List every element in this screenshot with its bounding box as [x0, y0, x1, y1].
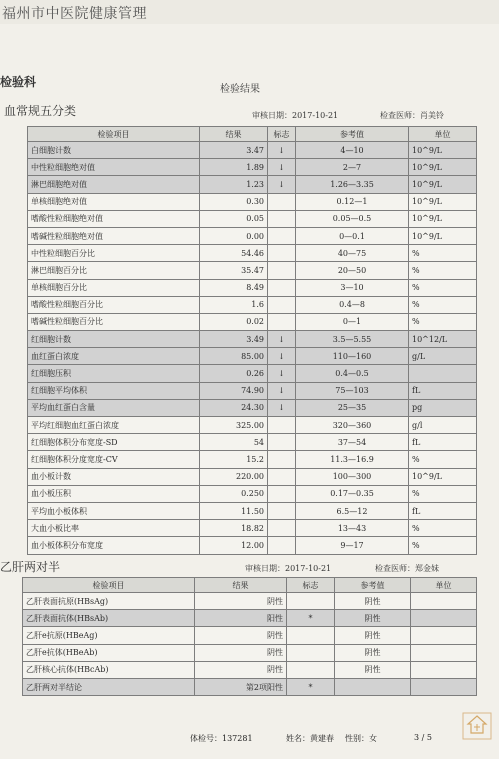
cell-item: 红细胞平均体积 — [28, 382, 200, 399]
cell-flag — [268, 451, 296, 468]
cell-unit: 10^9/L — [409, 210, 477, 227]
cell-reference: 0.4—0.5 — [296, 365, 409, 382]
cell-reference: 13—43 — [296, 520, 409, 537]
cell-reference: 320—360 — [296, 417, 409, 434]
cell-item: 中性粒细胞绝对值 — [28, 159, 200, 176]
cell-result: 35.47 — [200, 262, 268, 279]
cell-item: 乙肝e抗原(HBeAg) — [23, 627, 195, 644]
cell-result: 18.82 — [200, 520, 268, 537]
cell-unit — [409, 365, 477, 382]
cell-result: 11.50 — [200, 502, 268, 519]
cell-reference: 75—103 — [296, 382, 409, 399]
cell-reference: 3.5—5.55 — [296, 331, 409, 348]
cell-item: 淋巴细胞绝对值 — [28, 176, 200, 193]
cell-result: 第2项阳性 — [195, 678, 287, 695]
cell-result: 74.90 — [200, 382, 268, 399]
cell-flag: ↓ — [268, 399, 296, 416]
cell-unit: fL — [409, 382, 477, 399]
table-row — [28, 417, 477, 434]
cell-item: 嗜酸性粒细胞绝对值 — [28, 210, 200, 227]
table-row — [28, 262, 477, 279]
cell-result: 12.00 — [200, 537, 268, 554]
cell-unit: % — [409, 537, 477, 554]
cell-reference: 阴性 — [335, 644, 411, 661]
table-row — [28, 399, 477, 416]
col-header-reference: 参考值 — [335, 578, 411, 593]
cell-item: 单核细胞百分比 — [28, 279, 200, 296]
cell-unit: g/L — [409, 348, 477, 365]
cell-item: 淋巴细胞百分比 — [28, 262, 200, 279]
col-header-item: 检验项目 — [28, 127, 200, 142]
patient-gender: 性别：女 — [345, 734, 377, 743]
department-label: 检验科 — [0, 75, 37, 89]
cell-unit: % — [409, 279, 477, 296]
cell-unit: % — [409, 296, 477, 313]
cell-unit: 10^9/L — [409, 142, 477, 159]
cell-unit: % — [409, 520, 477, 537]
table-row — [28, 296, 477, 313]
cell-reference: 37—54 — [296, 434, 409, 451]
cell-flag: ↓ — [268, 331, 296, 348]
cell-item: 嗜酸性粒细胞百分比 — [28, 296, 200, 313]
cbc-doctor: 检查医师：肖美铃 — [380, 111, 444, 120]
cell-flag — [268, 502, 296, 519]
cell-item: 血小板体积分布宽度 — [28, 537, 200, 554]
col-header-unit: 单位 — [411, 578, 477, 593]
cell-item: 平均血小板体积 — [28, 502, 200, 519]
cell-item: 嗜碱性粒细胞百分比 — [28, 313, 200, 330]
cell-flag: * — [287, 610, 335, 627]
cell-result: 阳性 — [195, 610, 287, 627]
table-row — [28, 313, 477, 330]
cell-reference: 0.4—8 — [296, 296, 409, 313]
table-row — [28, 159, 477, 176]
cell-result: 85.00 — [200, 348, 268, 365]
cell-reference: 6.5—12 — [296, 502, 409, 519]
table-row — [28, 227, 477, 244]
cbc-section-title: 血常规五分类 — [4, 104, 77, 118]
cell-flag — [268, 485, 296, 502]
cell-unit — [411, 610, 477, 627]
table-row — [28, 468, 477, 485]
cell-reference: 阴性 — [335, 627, 411, 644]
cell-reference: 110—160 — [296, 348, 409, 365]
table-row — [28, 176, 477, 193]
cell-flag — [268, 279, 296, 296]
cell-result: 220.00 — [200, 468, 268, 485]
cell-result: 0.26 — [200, 365, 268, 382]
cell-reference: 11.3—16.9 — [296, 451, 409, 468]
cbc-review-date: 审核日期：2017-10-21 — [252, 111, 339, 120]
table-row — [28, 502, 477, 519]
table-row — [28, 520, 477, 537]
cell-result: 0.00 — [200, 227, 268, 244]
cell-flag — [268, 296, 296, 313]
cell-result: 1.23 — [200, 176, 268, 193]
cell-flag: ↓ — [268, 142, 296, 159]
cell-item: 乙肝表面抗体(HBsAb) — [23, 610, 195, 627]
hospital-title: 福州市中医院健康管理 — [2, 6, 147, 22]
cell-result: 1.6 — [200, 296, 268, 313]
cell-flag — [268, 227, 296, 244]
cell-flag: ↓ — [268, 365, 296, 382]
cell-result: 8.49 — [200, 279, 268, 296]
cell-unit: 10^9/L — [409, 193, 477, 210]
cell-unit: % — [409, 245, 477, 262]
table-row — [23, 593, 477, 610]
table-row — [28, 451, 477, 468]
table-header-row — [28, 127, 477, 142]
cell-flag — [287, 627, 335, 644]
cell-reference: 4—10 — [296, 142, 409, 159]
cell-result: 阴性 — [195, 627, 287, 644]
cell-result: 54 — [200, 434, 268, 451]
cell-result: 325.00 — [200, 417, 268, 434]
cell-reference: 0—1 — [296, 313, 409, 330]
hbv-results-table — [22, 577, 477, 696]
cell-flag — [268, 520, 296, 537]
cell-result: 阴性 — [195, 593, 287, 610]
table-row — [28, 365, 477, 382]
cell-flag — [268, 468, 296, 485]
cell-flag — [268, 210, 296, 227]
cell-result: 1.89 — [200, 159, 268, 176]
table-row — [23, 627, 477, 644]
cell-result: 24.30 — [200, 399, 268, 416]
cell-flag — [268, 193, 296, 210]
cell-result: 0.05 — [200, 210, 268, 227]
cell-result: 54.46 — [200, 245, 268, 262]
cell-item: 单核细胞绝对值 — [28, 193, 200, 210]
hbv-doctor: 检查医师：郑金妹 — [375, 564, 439, 573]
cell-unit: 10^9/L — [409, 159, 477, 176]
cell-item: 血小板压积 — [28, 485, 200, 502]
cbc-results-table — [27, 126, 477, 555]
cell-item: 红细胞体积分布宽度-SD — [28, 434, 200, 451]
table-row — [28, 193, 477, 210]
table-row — [28, 382, 477, 399]
hospital-logo-icon — [462, 712, 492, 740]
cell-reference: 100—300 — [296, 468, 409, 485]
cell-flag — [268, 537, 296, 554]
cell-flag — [268, 262, 296, 279]
cell-unit — [411, 627, 477, 644]
cell-item: 血小板计数 — [28, 468, 200, 485]
cell-unit: 10^9/L — [409, 468, 477, 485]
cell-flag — [287, 593, 335, 610]
cell-item: 大血小板比率 — [28, 520, 200, 537]
cell-flag: ↓ — [268, 348, 296, 365]
cell-unit — [411, 661, 477, 678]
cell-flag — [268, 417, 296, 434]
table-row — [28, 279, 477, 296]
cell-item: 白细胞计数 — [28, 142, 200, 159]
col-header-unit: 单位 — [409, 127, 477, 142]
table-row — [28, 142, 477, 159]
table-row — [28, 331, 477, 348]
cell-item: 红细胞体积分度宽度-CV — [28, 451, 200, 468]
cell-flag: ↓ — [268, 176, 296, 193]
cell-item: 嗜碱性粒细胞绝对值 — [28, 227, 200, 244]
cell-flag — [268, 245, 296, 262]
exam-number: 体检号：137281 — [190, 734, 253, 743]
cell-flag — [268, 434, 296, 451]
cell-item: 乙肝两对半结论 — [23, 678, 195, 695]
cell-unit: pg — [409, 399, 477, 416]
cell-result: 0.30 — [200, 193, 268, 210]
cell-reference: 9—17 — [296, 537, 409, 554]
col-header-reference: 参考值 — [296, 127, 409, 142]
hbv-section-title: 乙肝两对半 — [0, 560, 61, 574]
table-header-row — [23, 578, 477, 593]
table-row — [23, 678, 477, 695]
cell-reference — [335, 678, 411, 695]
cell-reference: 阴性 — [335, 610, 411, 627]
cell-result: 15.2 — [200, 451, 268, 468]
report-title: 检验结果 — [220, 84, 260, 95]
cell-unit — [411, 678, 477, 695]
cell-flag: ↓ — [268, 159, 296, 176]
cell-result: 阴性 — [195, 661, 287, 678]
hbv-review-date: 审核日期：2017-10-21 — [245, 564, 332, 573]
cell-unit: % — [409, 313, 477, 330]
cell-flag: * — [287, 678, 335, 695]
col-header-item: 检验项目 — [23, 578, 195, 593]
patient-name: 姓名：黄建春 — [286, 734, 334, 743]
cell-reference: 阴性 — [335, 593, 411, 610]
cell-flag: ↓ — [268, 382, 296, 399]
cell-reference: 0.17—0.35 — [296, 485, 409, 502]
cell-unit: % — [409, 451, 477, 468]
cell-reference: 0.12—1 — [296, 193, 409, 210]
cell-unit: % — [409, 262, 477, 279]
cell-unit — [411, 644, 477, 661]
cell-item: 乙肝表面抗原(HBsAg) — [23, 593, 195, 610]
cell-item: 乙肝核心抗体(HBcAb) — [23, 661, 195, 678]
cell-flag — [268, 313, 296, 330]
table-row — [28, 245, 477, 262]
cell-item: 中性粒细胞百分比 — [28, 245, 200, 262]
col-header-flag: 标志 — [268, 127, 296, 142]
cell-unit: fL — [409, 502, 477, 519]
table-row — [28, 210, 477, 227]
cell-reference: 3—10 — [296, 279, 409, 296]
table-row — [23, 610, 477, 627]
cell-unit: 10^9/L — [409, 176, 477, 193]
cell-unit: 10^12/L — [409, 331, 477, 348]
cell-item: 平均血红蛋白含量 — [28, 399, 200, 416]
table-row — [28, 348, 477, 365]
table-row — [23, 661, 477, 678]
cell-unit: % — [409, 485, 477, 502]
cell-unit — [411, 593, 477, 610]
page-number: 3 / 5 — [414, 733, 432, 742]
cell-item: 红细胞压积 — [28, 365, 200, 382]
table-row — [28, 537, 477, 554]
cell-unit: fL — [409, 434, 477, 451]
cell-reference: 阴性 — [335, 661, 411, 678]
cell-result: 0.02 — [200, 313, 268, 330]
cell-result: 0.250 — [200, 485, 268, 502]
cell-flag — [287, 644, 335, 661]
cell-flag — [287, 661, 335, 678]
cell-unit: g/l — [409, 417, 477, 434]
page-header — [0, 0, 499, 24]
cell-item: 平均红细胞血红蛋白浓度 — [28, 417, 200, 434]
cell-reference: 0—0.1 — [296, 227, 409, 244]
table-row — [23, 644, 477, 661]
cell-unit: 10^9/L — [409, 227, 477, 244]
col-header-flag: 标志 — [287, 578, 335, 593]
table-row — [28, 434, 477, 451]
cell-reference: 20—50 — [296, 262, 409, 279]
col-header-result: 结果 — [195, 578, 287, 593]
table-row — [28, 485, 477, 502]
cell-item: 红细胞计数 — [28, 331, 200, 348]
cell-result: 3.47 — [200, 142, 268, 159]
cell-result: 阴性 — [195, 644, 287, 661]
cell-reference: 2—7 — [296, 159, 409, 176]
cell-reference: 1.26—3.35 — [296, 176, 409, 193]
cell-item: 血红蛋白浓度 — [28, 348, 200, 365]
cell-reference: 40—75 — [296, 245, 409, 262]
col-header-result: 结果 — [200, 127, 268, 142]
cell-item: 乙肝e抗体(HBeAb) — [23, 644, 195, 661]
cell-reference: 0.05—0.5 — [296, 210, 409, 227]
cell-reference: 25—35 — [296, 399, 409, 416]
cell-result: 3.49 — [200, 331, 268, 348]
